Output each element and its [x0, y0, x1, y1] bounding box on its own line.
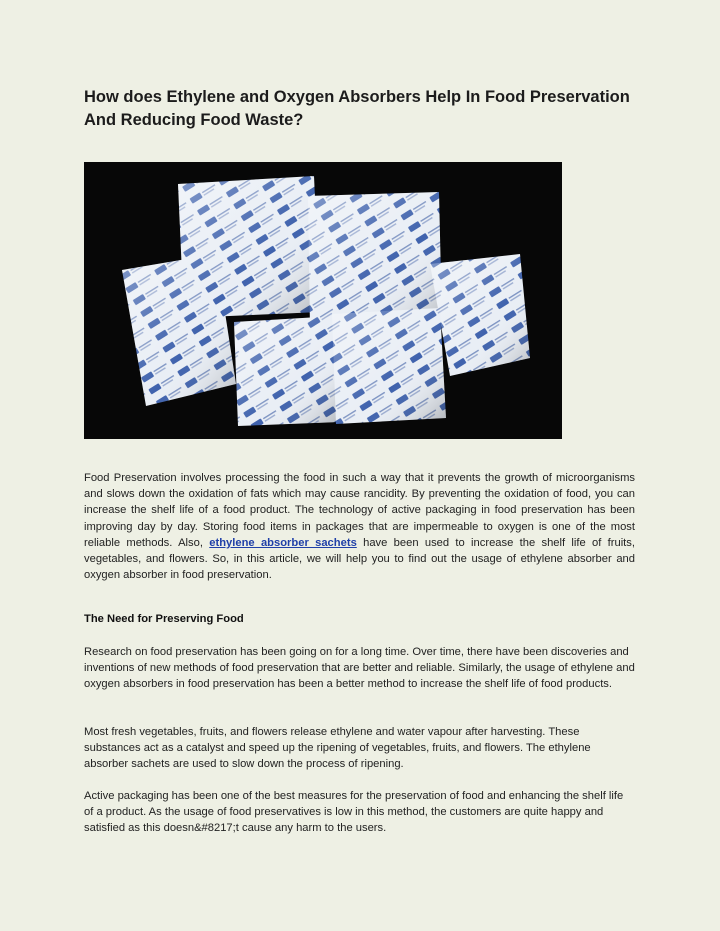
intro-text-before-link: Food Preservation involves processing the food in such a way that it prevents the growth of microorganisms and slows down the oxidation of fats which may cause rancidity. By preventing the oxidation of food, you can increase the shelf life of a food product. The technology of active packaging in food preservation has been improving day by day. Storing food items in packages that are impermeable to oxygen is one of the most reliable methods. Also, — [84, 472, 635, 549]
sachet-front-right — [332, 308, 446, 424]
sachet-back-right — [308, 192, 442, 328]
sachet-right-tilted — [430, 254, 530, 376]
sachet-left-tilted — [122, 254, 236, 406]
ethylene-absorber-sachets-link[interactable]: ethylene absorber sachets — [209, 536, 357, 549]
sachets-photo — [84, 162, 562, 439]
intro-paragraph — [84, 470, 635, 583]
article-image — [84, 162, 562, 439]
intro-text-after-link: have been used to increase the shelf life of fruits, vegetables, and flowers. So, in this article, we will help you to find out the usage of ethylene absorber and oxygen absorber in food preservation. — [84, 536, 635, 582]
body-paragraph: Research on food preservation has been going on for a long time. Over time, there have been discoveries and inventions of new methods of food preservation that are better and reliable. Similarly, the usage of ethylene and oxygen absorbers in food preservation has been a better method to increase the shelf life of food products. — [84, 646, 635, 691]
body-paragraph: Active packaging has been one of the best measures for the preservation of food and enhancing the shelf life of a product. As the usage of food preservatives is low in this method, the customers are quite happy and satisfied as this doesn&#8217;t cause any harm to the users. — [84, 790, 624, 835]
section-heading: The Need for Preserving Food — [84, 613, 244, 625]
article-title: How does Ethylene and Oxygen Absorbers Help In Food Preservation And Reducing Food Waste? — [84, 88, 630, 129]
body-paragraph: Most fresh vegetables, fruits, and flowers release ethylene and water vapour after harvesting. These substances act as a catalyst and speed up the ripening of vegetables, fruits, and flowers. The ethylene absorber sachets are used to slow down the process of ripening. — [84, 726, 591, 771]
sachet-front-center — [234, 316, 340, 426]
